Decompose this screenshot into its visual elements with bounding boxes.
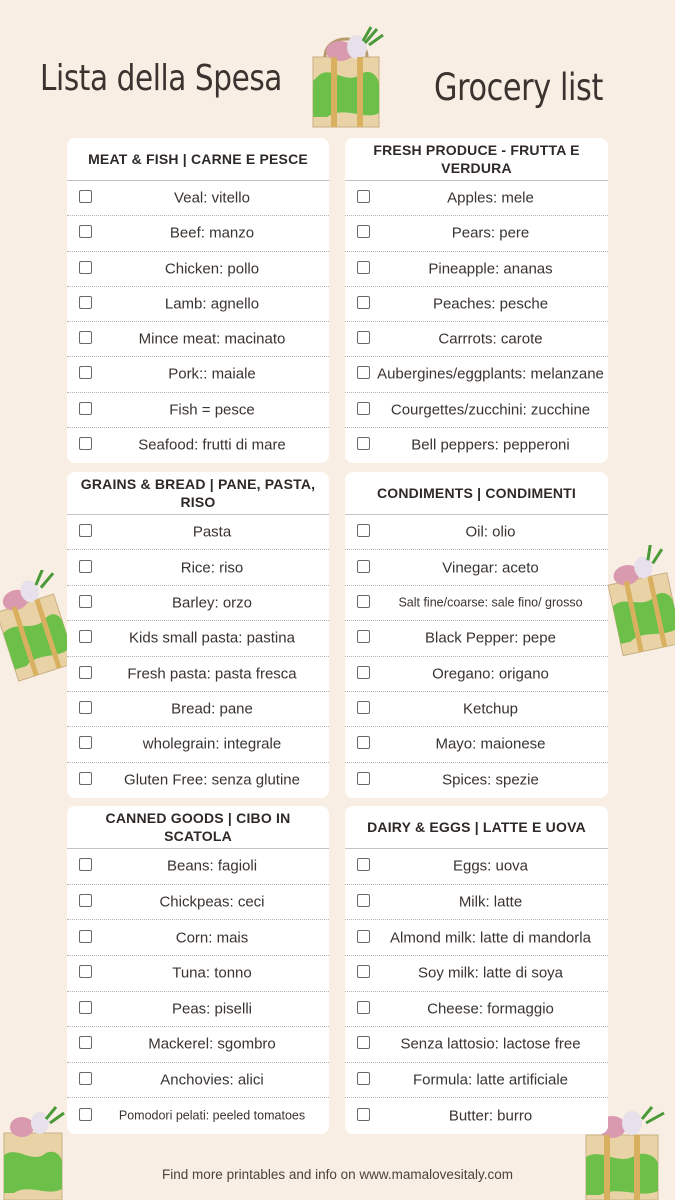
item-label: Courgettes/zucchini: zucchine: [390, 401, 591, 419]
checkbox[interactable]: [79, 190, 92, 203]
checkbox[interactable]: [357, 366, 370, 379]
checkbox[interactable]: [357, 261, 370, 274]
item-label: wholegrain: integrale: [142, 735, 282, 753]
checkbox[interactable]: [79, 858, 92, 871]
list-item: [67, 1027, 329, 1063]
list-item: [345, 956, 608, 992]
list-item: [67, 428, 329, 463]
section-title: CANNED GOODS | CIBO IN SCATOLA: [105, 810, 291, 844]
list-item: [67, 956, 329, 992]
item-label: Pasta: [192, 523, 232, 541]
list-item: [345, 181, 608, 216]
checkbox[interactable]: [357, 560, 370, 573]
item-list: [67, 514, 329, 798]
item-label: Mayo: maionese: [435, 735, 546, 753]
item-label: Mince meat: macinato: [138, 330, 286, 348]
list-item: [67, 1063, 329, 1099]
item-label: Peaches: pesche: [432, 295, 549, 313]
item-label: Pomodori pelati: peeled tomatoes: [118, 1108, 306, 1123]
section-condiments: [345, 472, 608, 798]
section-title: FRESH PRODUCE - FRUTTA E VERDURA: [373, 142, 580, 176]
list-item: [345, 1027, 608, 1063]
checkbox[interactable]: [357, 772, 370, 785]
item-label: Lamb: agnello: [164, 295, 260, 313]
item-label: Tuna: tonno: [172, 964, 252, 982]
list-item: [345, 920, 608, 956]
item-label: Ketchup: [462, 700, 519, 718]
checkbox[interactable]: [357, 858, 370, 871]
item-label: Rice: riso: [180, 559, 244, 577]
item-label: Mackerel: sgombro: [148, 1035, 276, 1053]
checkbox[interactable]: [79, 666, 92, 679]
list-item: [67, 322, 329, 357]
item-label: Cheese: formaggio: [427, 1000, 554, 1018]
item-label: Corn: mais: [175, 929, 249, 947]
item-label: Vinegar: aceto: [442, 559, 539, 577]
list-item: [67, 550, 329, 585]
item-label: Apples: mele: [447, 189, 534, 207]
list-item: [345, 252, 608, 287]
grocery-bag-icon: [0, 1105, 70, 1200]
checkbox[interactable]: [357, 630, 370, 643]
list-item: [67, 621, 329, 656]
item-label: Carrrots: carote: [438, 330, 543, 348]
list-item: [345, 287, 608, 322]
section-canned-goods: [67, 806, 329, 1134]
checkbox[interactable]: [79, 1036, 92, 1049]
item-label: Milk: latte: [458, 893, 523, 911]
list-item: [67, 657, 329, 692]
checkbox[interactable]: [79, 930, 92, 943]
list-item: [345, 428, 608, 463]
checkbox[interactable]: [79, 296, 92, 309]
item-list: [345, 848, 608, 1134]
item-label: Formula: latte artificiale: [412, 1071, 569, 1089]
list-item: [345, 550, 608, 585]
section-meat-fish: [67, 138, 329, 463]
list-item: [67, 181, 329, 216]
checkbox[interactable]: [79, 736, 92, 749]
checkbox[interactable]: [357, 930, 370, 943]
item-label: Anchovies: alici: [160, 1071, 264, 1089]
list-item: [67, 287, 329, 322]
list-item: [67, 849, 329, 885]
grocery-bag-icon: [305, 25, 390, 130]
list-item: [345, 992, 608, 1028]
item-label: Oil: olio: [465, 523, 516, 541]
checkbox[interactable]: [79, 595, 92, 608]
page-title-italian: Lista della Spesa: [40, 58, 282, 99]
list-item: [67, 692, 329, 727]
section-dairy-eggs: [345, 806, 608, 1134]
checkbox[interactable]: [79, 701, 92, 714]
checkbox[interactable]: [79, 1072, 92, 1085]
item-list: [67, 848, 329, 1134]
list-item: [345, 515, 608, 550]
checkbox[interactable]: [79, 630, 92, 643]
list-item: [345, 216, 608, 251]
item-label: Soy milk: latte di soya: [417, 964, 564, 982]
list-item: [345, 692, 608, 727]
checkbox[interactable]: [357, 1108, 370, 1121]
list-item: [67, 885, 329, 921]
checkbox[interactable]: [79, 1108, 92, 1121]
item-label: Eggs: uova: [452, 857, 529, 875]
list-item: [345, 1098, 608, 1134]
item-label: Gluten Free: senza glutine: [124, 771, 300, 789]
list-item: [345, 357, 608, 392]
list-item: [67, 216, 329, 251]
list-item: [67, 763, 329, 798]
footer-text: Find more printables and info on www.mamalovesitaly.com: [162, 1167, 513, 1182]
checkbox[interactable]: [357, 736, 370, 749]
item-label: Kids small pasta: pastina: [129, 629, 295, 647]
list-item: [345, 727, 608, 762]
list-item: [67, 1098, 329, 1134]
item-label: Oregano: origano: [432, 665, 549, 683]
checkbox[interactable]: [79, 894, 92, 907]
checkbox[interactable]: [79, 560, 92, 573]
item-label: Butter: burro: [448, 1107, 533, 1125]
item-label: Beans: fagioli: [166, 857, 258, 875]
checkbox[interactable]: [357, 225, 370, 238]
list-item: [67, 586, 329, 621]
checkbox[interactable]: [357, 524, 370, 537]
checkbox[interactable]: [357, 190, 370, 203]
list-item: [345, 393, 608, 428]
checkbox[interactable]: [79, 437, 92, 450]
checkbox[interactable]: [79, 261, 92, 274]
checkbox[interactable]: [357, 1072, 370, 1085]
checkbox[interactable]: [357, 965, 370, 978]
list-item: [345, 885, 608, 921]
checkbox[interactable]: [357, 701, 370, 714]
item-label: Fresh pasta: pasta fresca: [127, 665, 297, 683]
checkbox[interactable]: [79, 772, 92, 785]
item-label: Chicken: pollo: [164, 260, 260, 278]
list-item: [345, 657, 608, 692]
grocery-bag-icon: [605, 545, 675, 670]
item-label: Pineapple: ananas: [428, 260, 553, 278]
checkbox[interactable]: [79, 402, 92, 415]
item-list: [345, 180, 608, 463]
checkbox[interactable]: [357, 437, 370, 450]
item-label: Almond milk: latte di mandorla: [390, 929, 591, 947]
section-title: GRAINS & BREAD | PANE, PASTA, RISO: [80, 476, 316, 510]
checkbox[interactable]: [357, 296, 370, 309]
item-label: Pork:: maiale: [168, 365, 256, 383]
section-title: CONDIMENTS | CONDIMENTI: [376, 485, 577, 501]
checkbox[interactable]: [79, 225, 92, 238]
item-label: Senza lattosio: lactose free: [400, 1035, 581, 1053]
item-label: Fish = pesce: [169, 401, 255, 419]
list-item: [67, 920, 329, 956]
section-grains-bread: [67, 472, 329, 798]
list-item: [345, 763, 608, 798]
item-label: Black Pepper: pepe: [425, 629, 556, 647]
checkbox[interactable]: [357, 894, 370, 907]
list-item: [345, 322, 608, 357]
checkbox[interactable]: [79, 1001, 92, 1014]
checkbox[interactable]: [357, 402, 370, 415]
item-label: Seafood: frutti di mare: [138, 436, 286, 454]
checkbox[interactable]: [79, 366, 92, 379]
checkbox[interactable]: [357, 331, 370, 344]
list-item: [345, 621, 608, 656]
checkbox[interactable]: [79, 965, 92, 978]
list-item: [67, 992, 329, 1028]
item-label: Barley: orzo: [171, 594, 253, 612]
item-label: Pears: pere: [451, 224, 530, 242]
item-label: Chickpeas: ceci: [159, 893, 265, 911]
item-list: [345, 514, 608, 798]
item-label: Bread: pane: [171, 700, 253, 718]
item-label: Veal: vitello: [174, 189, 250, 207]
checkbox[interactable]: [357, 1001, 370, 1014]
list-item: [67, 727, 329, 762]
checkbox[interactable]: [79, 331, 92, 344]
list-item: [67, 252, 329, 287]
item-label: Aubergines/eggplants: melanzane: [377, 365, 604, 383]
list-item: [345, 1063, 608, 1099]
list-item: [345, 586, 608, 621]
list-item: [345, 849, 608, 885]
item-label: Bell peppers: pepperoni: [411, 436, 570, 454]
section-title: DAIRY & EGGS | LATTE E UOVA: [367, 819, 586, 835]
item-label: Spices: spezie: [442, 771, 539, 789]
checkbox[interactable]: [357, 666, 370, 679]
item-label: Salt fine/coarse: sale fino/ grosso: [398, 595, 583, 610]
list-item: [67, 393, 329, 428]
section-title: MEAT & FISH | CARNE E PESCE: [88, 151, 308, 167]
checkbox[interactable]: [357, 595, 370, 608]
item-label: Beef: manzo: [169, 224, 255, 242]
list-item: [67, 357, 329, 392]
checkbox[interactable]: [79, 524, 92, 537]
item-label: Peas: piselli: [171, 1000, 253, 1018]
section-fresh-produce: [345, 138, 608, 463]
page-title-english: Grocery list: [434, 66, 603, 109]
checkbox[interactable]: [357, 1036, 370, 1049]
item-list: [67, 180, 329, 463]
list-item: [67, 515, 329, 550]
